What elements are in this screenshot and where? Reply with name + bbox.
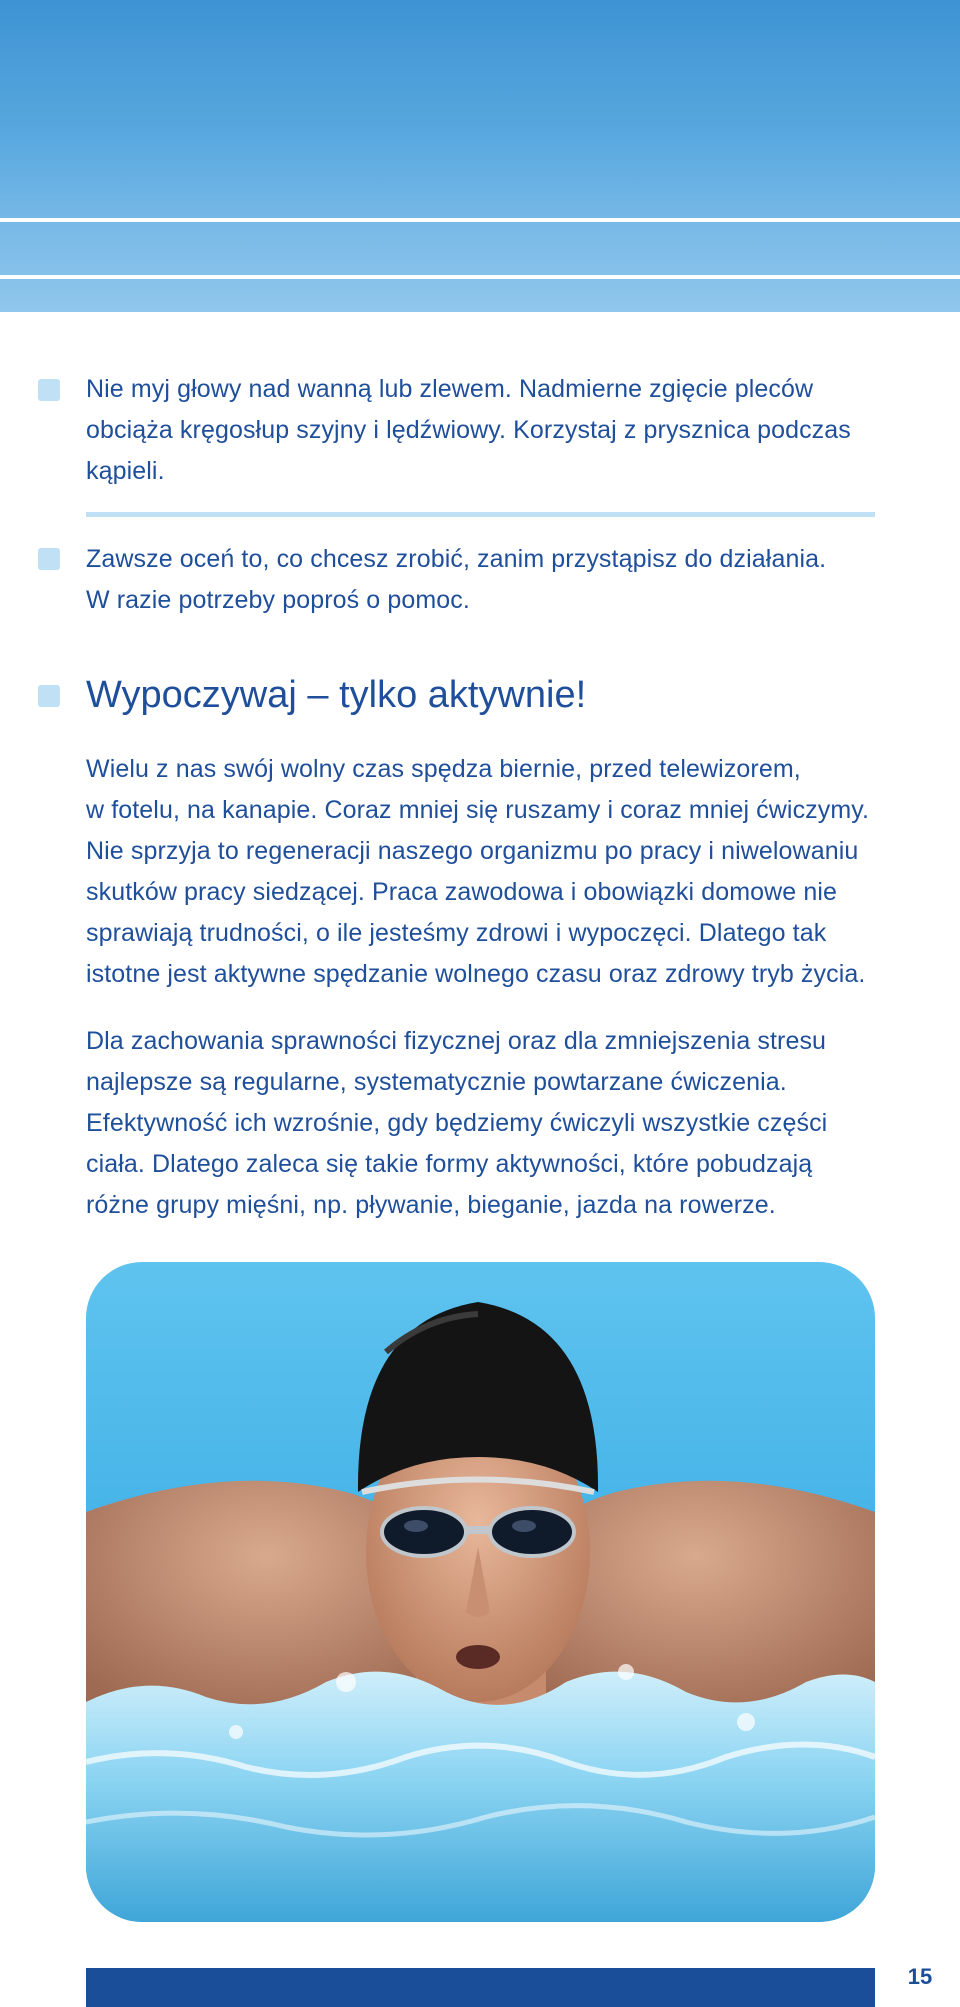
text-line: ciała. Dlatego zaleca się takie formy aktywności, które pobudzają	[86, 1150, 813, 1178]
body-paragraph	[86, 749, 875, 995]
text-line: istotne jest aktywne spędzanie wolnego czasu oraz zdrowy tryb życia.	[86, 960, 866, 988]
text-line: różne grupy mięśni, np. pływanie, bieganie, jazda na rowerze.	[86, 1191, 776, 1219]
text-line: kąpieli.	[86, 457, 165, 485]
text-line: Dla zachowania sprawności fizycznej oraz dla zmniejszenia stresu	[86, 1027, 827, 1055]
text-line: skutków pracy siedzącej. Praca zawodowa i obowiązki domowe nie	[86, 878, 837, 906]
divider	[86, 512, 875, 517]
text-line: Nie myj głowy nad wanną lub zlewem. Nadmierne zgięcie pleców	[86, 375, 814, 403]
text-line: sprawiają trudności, o ile jesteśmy zdrowi i wypoczęci. Dlatego tak	[86, 919, 827, 947]
section-heading: Wypoczywaj – tylko aktywnie!	[86, 674, 587, 716]
text-line: najlepsze są regularne, systematycznie powtarzane ćwiczenia.	[86, 1068, 787, 1096]
text-line: w fotelu, na kanapie. Coraz mniej się ruszamy i coraz mniej ćwiczymy.	[86, 796, 870, 824]
text-line: Zawsze oceń to, co chcesz zrobić, zanim przystąpisz do działania.	[86, 545, 827, 573]
page-number: 15	[907, 1964, 933, 1989]
bullet-square-icon	[38, 685, 60, 707]
text-line: Efektywność ich wzrośnie, gdy będziemy ćwiczyli wszystkie części	[86, 1109, 828, 1137]
bullet-square-icon	[38, 548, 60, 570]
body-paragraph	[86, 1021, 875, 1226]
text-line: Wielu z nas swój wolny czas spędza biernie, przed telewizorem,	[86, 755, 801, 783]
swimmer-photo	[86, 1262, 875, 1922]
tip-paragraph	[86, 369, 875, 492]
bullet-square-icon	[38, 379, 60, 401]
text-line: obciąża kręgosłup szyjny i lędźwiowy. Korzystaj z prysznica podczas	[86, 416, 851, 444]
text-line: W razie potrzeby poproś o pomoc.	[86, 586, 470, 614]
banner-stripe	[0, 218, 960, 222]
header-banner	[0, 0, 960, 312]
banner-stripe	[0, 275, 960, 279]
tip-paragraph	[86, 539, 875, 621]
footer-bar	[86, 1968, 875, 2007]
text-line: Nie sprzyja to regeneracji naszego organizmu po pracy i niwelowaniu	[86, 837, 859, 865]
